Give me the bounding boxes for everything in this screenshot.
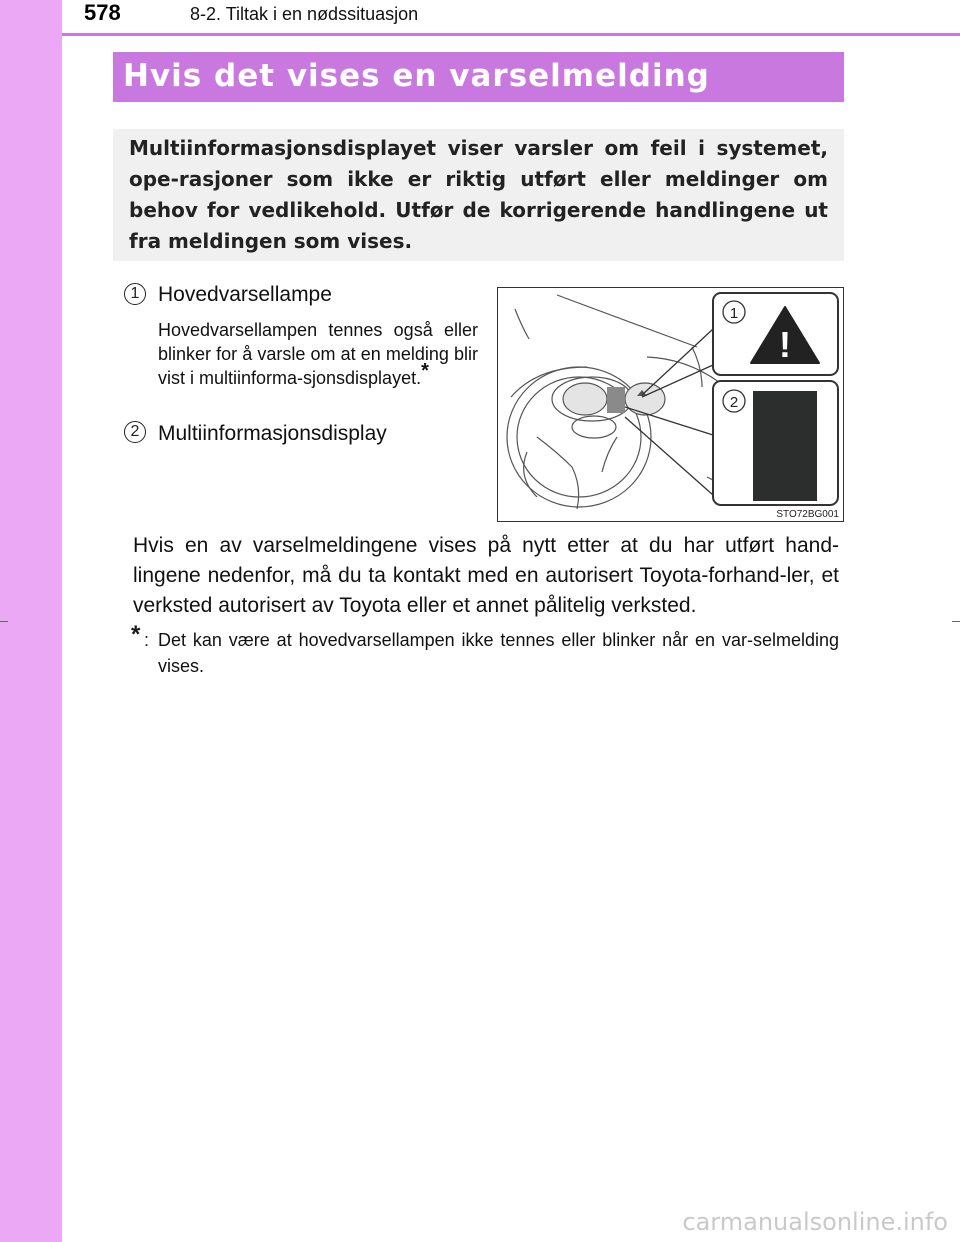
multi-info-display-icon (753, 391, 817, 501)
header-rule (62, 33, 960, 36)
display-highlight (607, 387, 625, 413)
intro-box (113, 129, 844, 261)
callout-number-1: 1 (729, 305, 739, 322)
body-paragraph: Hvis en av varselmeldingene vises på nytt etter at du har utført hand-lingene nedenfor, må du ta kontakt med en autorisert Toyota-forhand-ler, et verksted autorisert av Toyota eller et annet pålitelig verksted. (133, 534, 839, 617)
footnote-text: Det kan være at hovedvarsellampen ikke tennes eller blinker når en var-selmelding vises. (158, 630, 839, 676)
item-title-1: Hovedvarsellampe (158, 283, 332, 306)
item-title-2: Multiinformasjonsdisplay (158, 422, 387, 445)
item-number-2: 2 (124, 421, 146, 443)
crop-mark-left (0, 621, 8, 622)
item-description-1 (158, 318, 478, 390)
section-label: 8-2. Tiltak i en nødssituasjon (190, 4, 419, 24)
dashboard-figure (497, 287, 844, 522)
page-number: 578 (84, 0, 121, 25)
page-title: Hvis det vises en varselmelding (123, 58, 710, 94)
intro-text: Multiinformasjonsdisplayet viser varsler om feil i systemet, ope-rasjoner som ikke er riktig utført eller meldinger om behov for vedlikehold. Utfør de korrigerende handlingene ut fra meldingen som vises. (129, 136, 828, 253)
chapter-side-tab (0, 0, 62, 1242)
footnote-reference: * (421, 360, 429, 382)
title-banner (113, 52, 844, 102)
item-description-text: Hovedvarsellampen tennes også eller blinker for å varsle om at en melding blir vist i multiinforma-sjonsdisplayet. (158, 320, 478, 388)
callout-number-2: 2 (729, 394, 739, 411)
figure-code: STO72BG001 (776, 509, 839, 520)
footnote-separator: : (144, 630, 150, 650)
watermark: carmanualsonline.info (682, 1208, 948, 1236)
crop-mark-right (952, 621, 960, 622)
warning-exclamation: ! (779, 324, 791, 365)
footnote-marker: * (131, 621, 141, 648)
dashboard-illustration (497, 287, 844, 522)
item-number-1: 1 (124, 283, 146, 305)
